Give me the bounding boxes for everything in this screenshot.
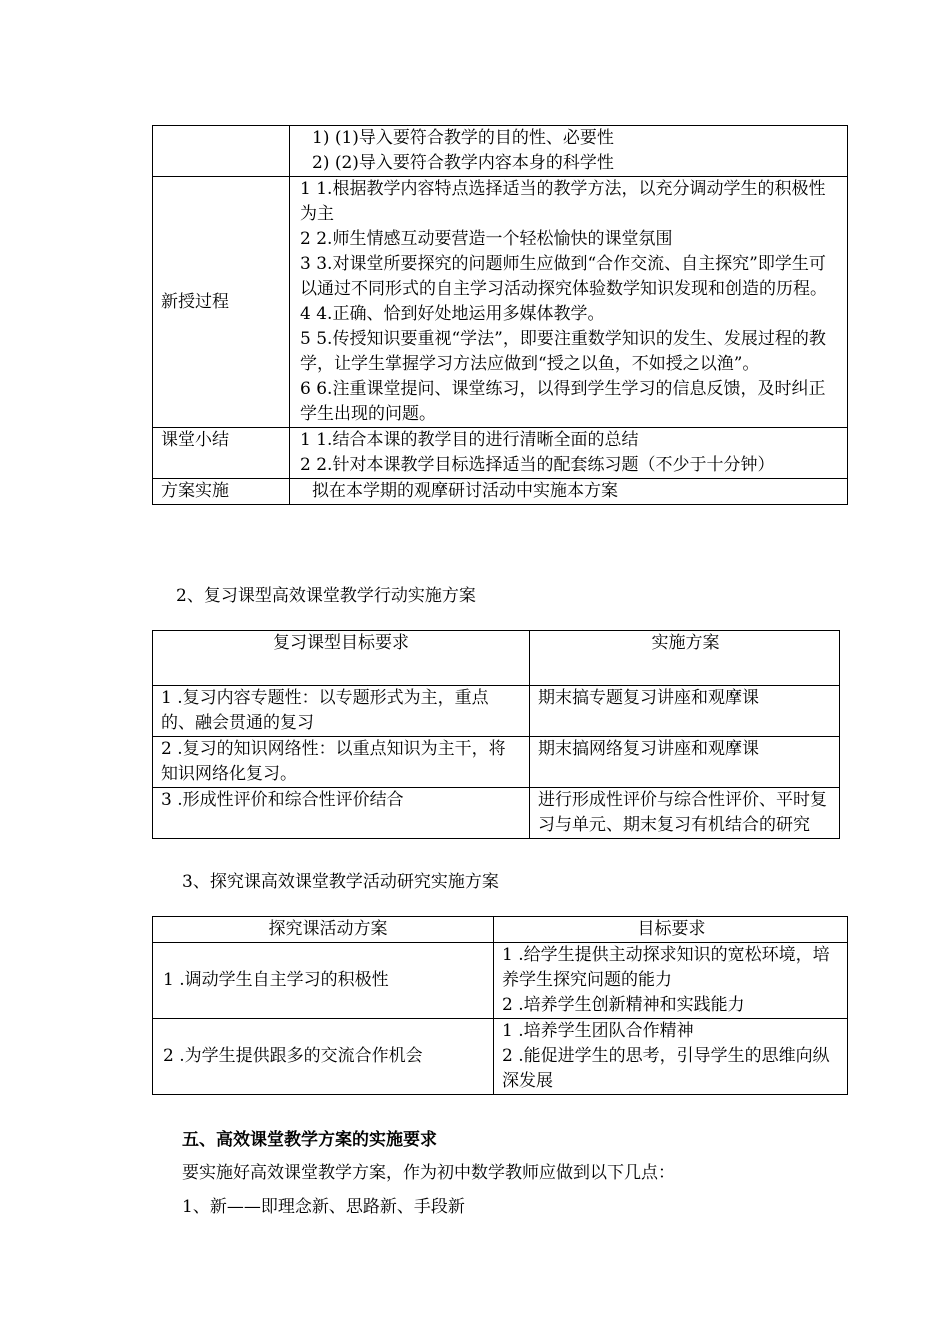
- goal-cell: 2 .复习的知识网络性：以重点知识为主干，将知识网络化复习。: [153, 737, 530, 788]
- section-5-title: 五、高效课堂教学方案的实施要求: [182, 1130, 437, 1150]
- section-heading-2: 2、复习课型高效课堂教学行动实施方案: [176, 586, 476, 606]
- implementation-label: 方案实施: [153, 479, 290, 505]
- list-item: 1 1.根据教学内容特点选择适当的教学方法，以充分调动学生的积极性为主: [300, 179, 826, 224]
- table-row: [153, 126, 848, 177]
- list-item: 2 2.师生情感互动要营造一个轻松愉快的课堂氛围: [300, 229, 673, 249]
- plan-cell: 2 .为学生提供跟多的交流合作机会: [153, 1019, 494, 1095]
- table-row: [153, 1019, 848, 1095]
- plan-cell: 期末搞专题复习讲座和观摩课: [530, 686, 840, 737]
- list-item: 2) (2)导入要符合教学内容本身的科学性: [312, 153, 614, 173]
- table-row: [153, 428, 848, 479]
- table-row: [153, 788, 840, 839]
- column-header-goals: 目标要求: [494, 917, 848, 943]
- column-header-plan: 实施方案: [530, 631, 840, 686]
- plan-cell: 进行形成性评价与综合性评价、平时复习与单元、期末复习有机结合的研究: [530, 788, 840, 839]
- list-item: 6 6.注重课堂提问、课堂练习，以得到学生学习的信息反馈，及时纠正学生出现的问题。: [300, 379, 826, 424]
- summary-cell: [290, 428, 848, 479]
- list-item: 2 2.针对本课教学目标选择适当的配套练习题（不少于十分钟）: [300, 455, 775, 475]
- implementation-text: 拟在本学期的观摩研讨活动中实施本方案: [312, 481, 618, 501]
- column-header-plan: 探究课活动方案: [153, 917, 494, 943]
- table-row: [153, 737, 840, 788]
- new-lesson-cell: [290, 177, 848, 428]
- list-item: 1 1.结合本课的教学目的进行清晰全面的总结: [300, 430, 639, 450]
- review-lesson-table: [152, 630, 840, 839]
- intro-requirements-cell: [290, 126, 848, 177]
- list-item: 1 .培养学生团队合作精神: [502, 1021, 694, 1041]
- table-row: [153, 943, 848, 1019]
- list-item: 2 .能促进学生的思考，引导学生的思维向纵深发展: [502, 1046, 830, 1091]
- table-row: [153, 479, 848, 505]
- list-item: 4 4.正确、恰到好处地运用多媒体教学。: [300, 304, 605, 324]
- column-header-goal: 复习课型目标要求: [153, 631, 530, 686]
- list-item: 5 5.传授知识要重视“学法”，即要注重数学知识的发生、发展过程的教学，让学生掌握学习方法应做到“授之以鱼，不如授之以渔”。: [300, 329, 826, 374]
- new-lesson-label: 新授过程: [153, 177, 290, 428]
- goal-cell: 3 .形成性评价和综合性评价结合: [153, 788, 530, 839]
- summary-label: 课堂小结: [153, 428, 290, 479]
- goals-cell: [494, 1019, 848, 1095]
- section-5-intro: 要实施好高效课堂教学方案，作为初中数学教师应做到以下几点：: [182, 1163, 675, 1183]
- section-5-point-1: 1、新——即理念新、思路新、手段新: [182, 1197, 465, 1217]
- implementation-cell: [290, 479, 848, 505]
- table-cell-empty: [153, 126, 290, 177]
- goal-cell: 1 .复习内容专题性：以专题形式为主，重点的、融会贯通的复习: [153, 686, 530, 737]
- list-item: 1 .给学生提供主动探求知识的宽松环境，培养学生探究问题的能力: [502, 945, 830, 990]
- teaching-process-table: [152, 125, 848, 505]
- list-item: 1) (1)导入要符合教学的目的性、必要性: [312, 128, 614, 148]
- table-row: [153, 686, 840, 737]
- plan-cell: 期末搞网络复习讲座和观摩课: [530, 737, 840, 788]
- list-item: 2 .培养学生创新精神和实践能力: [502, 995, 745, 1015]
- table-header-row: [153, 631, 840, 686]
- goals-cell: [494, 943, 848, 1019]
- table-row: [153, 177, 848, 428]
- plan-cell: 1 .调动学生自主学习的积极性: [153, 943, 494, 1019]
- inquiry-lesson-table: [152, 916, 848, 1095]
- section-heading-3: 3、探究课高效课堂教学活动研究实施方案: [182, 872, 499, 892]
- list-item: 3 3.对课堂所要探究的问题师生应做到“合作交流、自主探究”即学生可以通过不同形式的自主学习活动探究体验数学知识发现和创造的历程。: [300, 254, 827, 299]
- table-header-row: [153, 917, 848, 943]
